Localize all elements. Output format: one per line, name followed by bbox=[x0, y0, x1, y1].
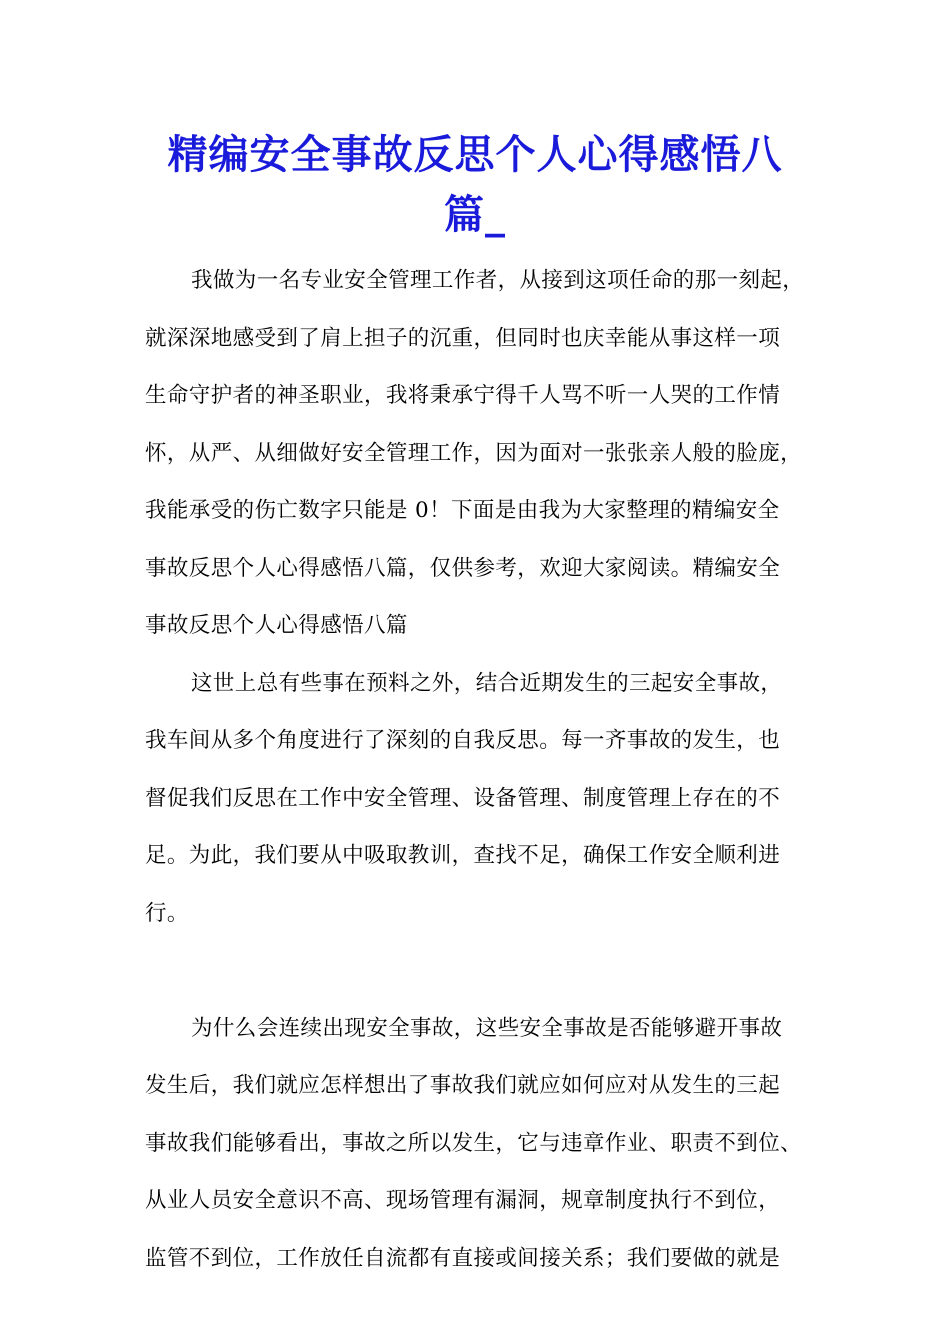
paragraph-line: 事故反思个人心得感悟八篇，仅供参考，欢迎大家阅读。精编安全 bbox=[145, 555, 781, 581]
paragraph-line: 我车间从多个角度进行了深刻的自我反思。每一齐事故的发生，也 bbox=[145, 728, 781, 753]
title-line-1: 精编安全事故反思个人心得感悟八 bbox=[167, 131, 783, 178]
title-line-2: 篇_ bbox=[444, 191, 506, 238]
document-title bbox=[145, 125, 805, 245]
paragraph-line: 足。为此，我们要从中吸取教训，查找不足，确保工作安全顺利进 bbox=[145, 843, 781, 868]
paragraph-1 bbox=[145, 258, 825, 661]
paragraph-line: 从业人员安全意识不高、现场管理有漏洞，规章制度执行不到位， bbox=[145, 1188, 781, 1213]
paragraph-spacer bbox=[145, 948, 825, 1006]
document-body bbox=[145, 258, 825, 1293]
paragraph-line: 怀，从严、从细做好安全管理工作，因为面对一张张亲人般的脸庞， bbox=[145, 440, 803, 466]
paragraph-line: 我能承受的伤亡数字只能是 0！下面是由我为大家整理的精编安全 bbox=[145, 498, 780, 523]
paragraph-line: 生命守护者的神圣职业，我将秉承宁得千人骂不听一人哭的工作情 bbox=[145, 383, 781, 408]
paragraph-line: 就深深地感受到了肩上担子的沉重，但同时也庆幸能从事这样一项 bbox=[145, 325, 781, 351]
paragraph-line: 事故我们能够看出，事故之所以发生，它与违章作业、职责不到位、 bbox=[145, 1130, 803, 1156]
paragraph-line: 这世上总有些事在预料之外，结合近期发生的三起安全事故， bbox=[191, 670, 783, 696]
paragraph-line: 监管不到位，工作放任自流都有直接或间接关系；我们要做的就是 bbox=[145, 1245, 781, 1271]
paragraph-line: 我做为一名专业安全管理工作者，从接到这项任命的那一刻起， bbox=[191, 268, 805, 293]
paragraph-3 bbox=[145, 1006, 825, 1294]
paragraph-line: 行。 bbox=[145, 900, 189, 926]
paragraph-line: 事故反思个人心得感悟八篇 bbox=[145, 613, 408, 638]
paragraph-line: 督促我们反思在工作中安全管理、设备管理、制度管理上存在的不 bbox=[145, 785, 781, 811]
paragraph-2 bbox=[145, 661, 825, 949]
paragraph-line: 为什么会连续出现安全事故，这些安全事故是否能够避开事故 bbox=[191, 1015, 783, 1041]
paragraph-line: 发生后，我们就应怎样想出了事故我们就应如何应对从发生的三起 bbox=[145, 1073, 781, 1098]
